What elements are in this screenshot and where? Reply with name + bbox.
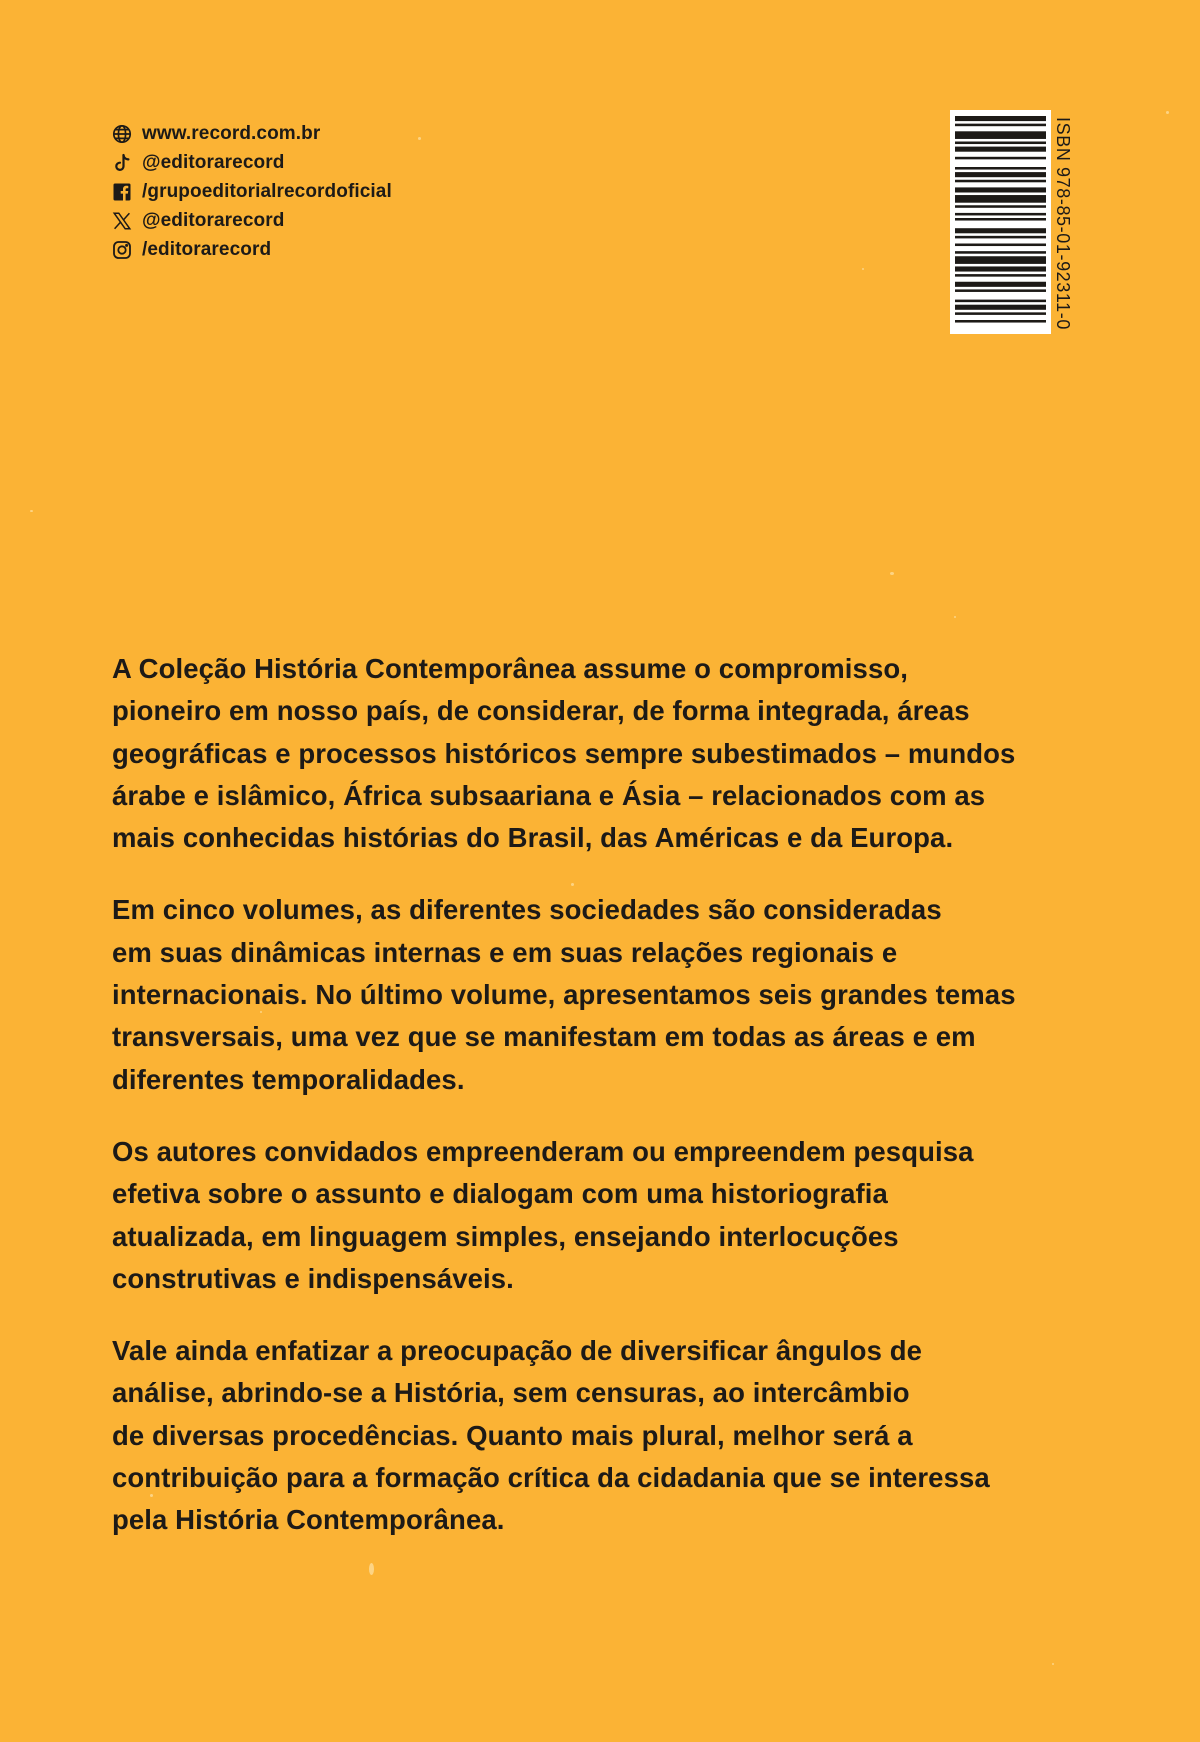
text-line: mais conhecidas histórias do Brasil, das Américas e da Europa. — [112, 822, 954, 854]
barcode-bar — [955, 131, 1046, 139]
barcode-bar — [955, 236, 1046, 239]
barcode-bar — [955, 172, 1046, 177]
paper-speck — [418, 137, 421, 140]
barcode-bar — [955, 312, 1046, 315]
isbn-number: ISBN 978-85-01-92311-0 — [1053, 117, 1073, 330]
facebook-icon — [112, 182, 132, 202]
social-website-label: www.record.com.br — [142, 122, 321, 144]
social-tiktok[interactable] — [112, 148, 392, 177]
barcode-bar — [955, 274, 1046, 277]
social-links-list — [112, 119, 392, 264]
barcode-bar — [955, 124, 1046, 127]
barcode-graphic — [950, 110, 1051, 334]
paper-speck — [890, 572, 894, 575]
barcode-bar — [955, 282, 1046, 287]
text-line: contribuição para a formação crítica da cidadania que se interessa — [112, 1462, 990, 1494]
text-line: em suas dinâmicas internas e em suas relações regionais e — [112, 936, 898, 968]
paper-speck — [1166, 111, 1169, 114]
paper-speck — [30, 510, 33, 512]
text-line: Vale ainda enfatizar a preocupação de diversificar ângulos de — [112, 1335, 923, 1367]
barcode-bar — [955, 180, 1046, 183]
barcode-bar — [955, 300, 1046, 303]
social-x-label: @editorarecord — [142, 209, 285, 231]
barcode-bar — [955, 205, 1046, 208]
barcode-bar — [955, 167, 1046, 170]
barcode-bar — [955, 157, 1046, 160]
text-line: internacionais. No último volume, apresentamos seis grandes temas — [112, 979, 1016, 1011]
x-icon — [112, 211, 132, 231]
paper-speck — [862, 268, 864, 270]
barcode-bar — [955, 116, 1046, 121]
barcode-bar — [955, 213, 1046, 216]
text-line: geográficas e processos históricos sempre subestimados – mundos — [112, 737, 1016, 769]
text-line: pela História Contemporânea. — [112, 1504, 505, 1536]
text-line: pioneiro em nosso país, de considerar, de forma integrada, áreas — [112, 695, 970, 727]
barcode-bar — [955, 289, 1046, 292]
text-line: atualizada, em linguagem simples, ensejando interlocuções — [112, 1220, 899, 1252]
barcode-bar — [955, 320, 1046, 323]
barcode-bar — [955, 195, 1046, 203]
barcode-bar — [955, 305, 1046, 310]
paper-speck — [1052, 1663, 1054, 1665]
social-instagram[interactable] — [112, 235, 392, 264]
text-line: diferentes temporalidades. — [112, 1063, 465, 1095]
text-line: árabe e islâmico, África subsaariana e Ásia – relacionados com as — [112, 779, 986, 811]
social-facebook-label: /grupoeditorialrecordoficial — [142, 180, 392, 202]
isbn-barcode — [950, 110, 1051, 334]
cover-description — [112, 648, 1072, 1572]
barcode-bar — [955, 228, 1046, 233]
barcode-bar — [955, 142, 1046, 145]
text-line: análise, abrindo-se a História, sem censuras, ao intercâmbio — [112, 1377, 910, 1409]
barcode-bar — [955, 147, 1046, 152]
barcode-bar — [955, 187, 1046, 192]
globe-icon — [112, 124, 132, 144]
text-line: Em cinco volumes, as diferentes sociedades são consideradas — [112, 894, 942, 926]
text-line: construtivas e indispensáveis. — [112, 1262, 514, 1294]
barcode-bar — [955, 266, 1046, 271]
barcode-bar — [955, 256, 1046, 264]
text-line: Os autores convidados empreenderam ou empreendem pesquisa — [112, 1135, 974, 1167]
paragraph-2 — [112, 889, 1072, 1100]
instagram-icon — [112, 240, 132, 260]
paragraph-4 — [112, 1330, 1072, 1541]
text-line: efetiva sobre o assunto e dialogam com uma historiografia — [112, 1178, 888, 1210]
paragraph-3 — [112, 1131, 1072, 1300]
tiktok-icon — [112, 153, 132, 173]
social-x[interactable] — [112, 206, 392, 235]
barcode-bar — [955, 218, 1046, 221]
social-website[interactable] — [112, 119, 392, 148]
text-line: A Coleção História Contemporânea assume o compromisso, — [112, 653, 908, 684]
barcode-bar — [955, 244, 1046, 247]
text-line: transversais, uma vez que se manifestam em todas as áreas e em — [112, 1021, 976, 1053]
barcode-bar — [955, 251, 1046, 254]
social-instagram-label: /editorarecord — [142, 238, 272, 260]
social-tiktok-label: @editorarecord — [142, 151, 285, 173]
paragraph-1 — [112, 648, 1072, 859]
paper-speck — [954, 616, 956, 618]
social-facebook[interactable] — [112, 177, 392, 206]
text-line: de diversas procedências. Quanto mais plural, melhor será a — [112, 1419, 913, 1451]
